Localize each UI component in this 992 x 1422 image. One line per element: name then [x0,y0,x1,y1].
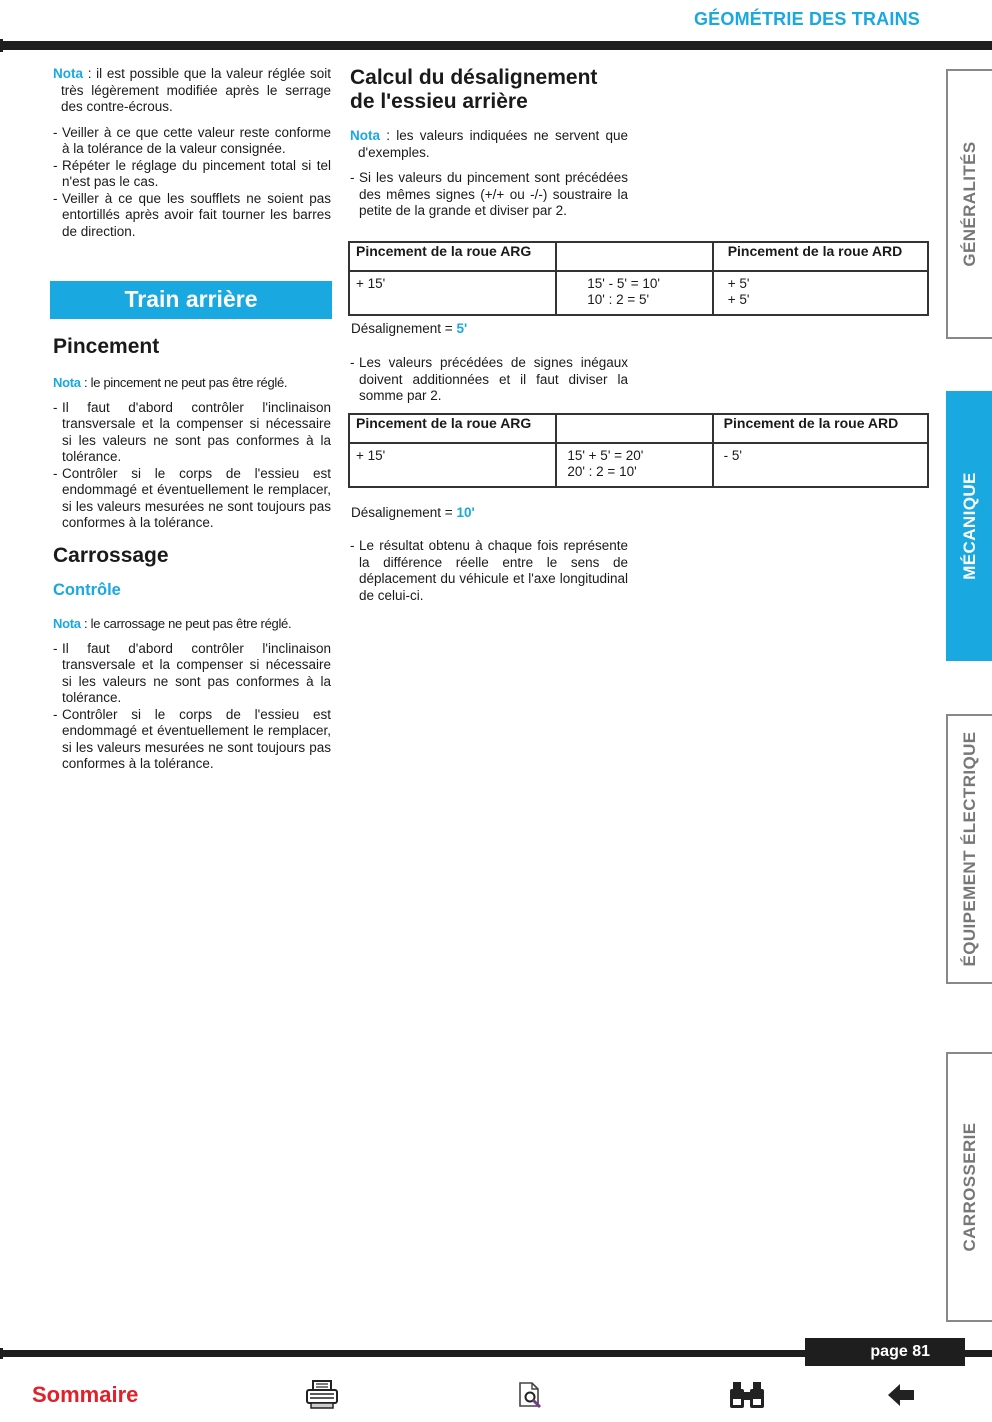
printer-icon[interactable] [305,1380,339,1415]
desalignement-table-2 [348,413,929,488]
list-item: - Les valeurs précédées de signes inégaux doivent additionnées et il faut diviser la somme par 2. [350,355,628,403]
intro-bullet-list [53,125,331,241]
heading-pincement: Pincement [53,335,160,358]
page-header-title: GÉOMÉTRIE DES TRAINS [693,9,920,29]
list-item: - Si les valeurs du pincement sont précédées des mêmes signes (+/+ ou -/-) soustraire la petite de la grande et diviser par 2. [350,170,628,218]
table-header-row [349,242,928,271]
nota-label: Nota [350,128,380,143]
desalignement-table-1 [348,241,929,316]
carrossage-bullet-list [53,641,331,773]
desalignement-result-2: Désalignement = 10' [351,505,475,520]
table-cell-arg: + 15' [349,443,556,487]
table-header-ard: Pincement de la roue ARD [713,414,928,443]
table-cell-calc: 15' - 5' = 10' 10' : 2 = 5' [556,271,712,315]
pincement-bullet-list [53,400,331,532]
list-item: - Veiller à ce que cette valeur reste conforme à la tolérance de la valeur consignée. [53,124,331,156]
table-cell-arg: + 15' [349,271,556,315]
table-cell-calc: 15' + 5' = 20' 20' : 2 = 10' [556,443,712,487]
section-banner-train-arriere: Train arrière [50,281,332,319]
table-cell-ard: - 5' [713,443,928,487]
desalignement-result-1: Désalignement = 5' [351,321,468,336]
side-tab-generalites[interactable]: GÉNÉRALITÉS [946,69,992,339]
calcul-bullet-1 [350,170,628,220]
subheading-controle: Contrôle [53,581,121,599]
table-row [349,271,928,315]
list-item: - Le résultat obtenu à chaque fois représente la différence réelle entre le sens de déplacement du véhicule et l'axe longitudinal de celui-ci. [350,538,628,603]
table-header-arg: Pincement de la roue ARG [349,242,556,271]
sommaire-link[interactable]: Sommaire [32,1382,139,1407]
mid-column [350,66,628,220]
nota-text: : il est possible que la valeur réglée soit très légèrement modifiée après le serrage des contre-écrous. [61,66,331,114]
page-search-icon[interactable] [518,1380,546,1415]
nota-label: Nota [53,616,81,631]
list-item: - Il faut d'abord contrôler l'inclinaison transversale et la compenser si nécessaire si les valeurs ne sont pas conformes à la tolérance. [53,640,331,705]
list-item: - Il faut d'abord contrôler l'inclinaison transversale et la compenser si nécessaire si les valeurs ne sont pas conformes à la tolérance. [53,399,331,464]
left-column [53,66,331,240]
calcul-bullet-2 [350,355,628,405]
nota-label: Nota [53,66,83,81]
side-tab-equipement-electrique[interactable]: ÉQUIPEMENT ÉLECTRIQUE [946,714,992,984]
table-header-calc [556,414,712,443]
carrossage-block [53,616,331,773]
intro-nota [53,66,331,116]
side-tab-mecanique[interactable]: MÉCANIQUE [946,391,992,661]
calcul-nota: Nota : les valeurs indiquées ne servent que d'exemples. [350,128,628,160]
heading-calcul-line2: de l'essieu arrière [350,90,528,113]
list-item: - Répéter le réglage du pincement total si tel n'est pas le cas. [53,157,331,189]
page-number: page 81 [805,1338,965,1366]
list-item: - Contrôler si le corps de l'essieu est endommagé et éventuellement le remplacer, si les valeurs mesurées ne sont toujours pas conformes à la tolérance. [53,465,331,530]
table-header-calc [556,242,712,271]
table-header-arg: Pincement de la roue ARG [349,414,556,443]
heading-carrossage: Carrossage [53,544,169,567]
table-header-row [349,414,928,443]
table-row [349,443,928,487]
carrossage-nota: Nota : le carrossage ne peut pas être réglé. [53,616,292,631]
back-arrow-icon[interactable] [886,1380,916,1415]
top-rule [0,41,992,50]
heading-calcul-line1: Calcul du désalignement [350,66,598,89]
nota-label: Nota [53,375,81,390]
pincement-nota: Nota : le pincement ne peut pas être réglé. [53,375,288,390]
table-header-ard: Pincement de la roue ARD [713,242,928,271]
side-tab-carrosserie[interactable]: CARROSSERIE [946,1052,992,1322]
list-item: - Contrôler si le corps de l'essieu est endommagé et éventuellement le remplacer, si les valeurs mesurées ne sont toujours pas conformes à la tolérance. [53,706,331,771]
calcul-bullet-3 [350,538,628,604]
table-cell-ard: + 5' + 5' [713,271,928,315]
list-item: - Veiller à ce que les soufflets ne soient pas entortillés après avoir fait tourner les barres de direction. [53,190,331,239]
binoculars-icon[interactable] [728,1380,766,1415]
pincement-block [53,375,331,532]
